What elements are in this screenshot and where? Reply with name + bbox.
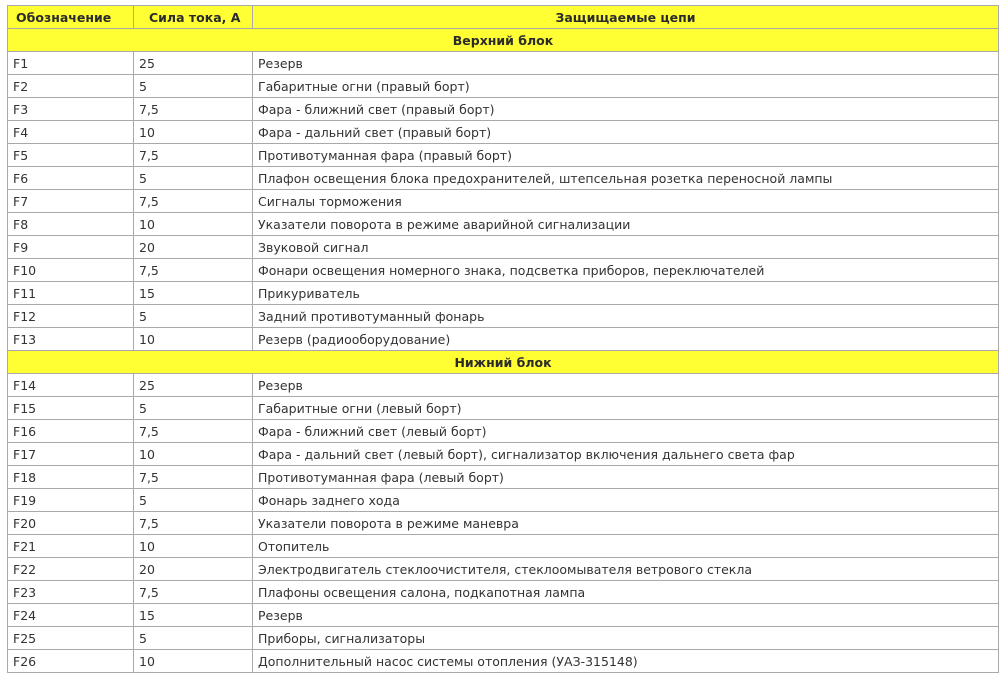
fuse-current-cell: 10 (134, 650, 253, 673)
fuse-code-cell: F3 (8, 98, 134, 121)
fuse-code-cell: F12 (8, 305, 134, 328)
table-row (8, 604, 999, 627)
fuse-code-cell: F24 (8, 604, 134, 627)
fuse-current-cell: 7,5 (134, 259, 253, 282)
fuse-current-cell: 7,5 (134, 420, 253, 443)
fuse-current-cell: 5 (134, 75, 253, 98)
fuse-code-cell: F23 (8, 581, 134, 604)
fuse-code-cell: F7 (8, 190, 134, 213)
fuse-code-cell: F5 (8, 144, 134, 167)
fuse-current-cell: 5 (134, 397, 253, 420)
fuse-current-cell: 7,5 (134, 512, 253, 535)
fuse-circuit-cell: Указатели поворота в режиме аварийной сигнализации (253, 213, 999, 236)
fuse-code-cell: F20 (8, 512, 134, 535)
table-row (8, 489, 999, 512)
fuse-current-cell: 7,5 (134, 466, 253, 489)
fuse-circuit-cell: Резерв (253, 374, 999, 397)
table-row (8, 75, 999, 98)
fuse-current-cell: 20 (134, 558, 253, 581)
table-row (8, 650, 999, 673)
fuse-circuit-cell: Фара - дальний свет (правый борт) (253, 121, 999, 144)
fuse-current-cell: 10 (134, 328, 253, 351)
fuse-current-cell: 7,5 (134, 581, 253, 604)
fuse-current-cell: 10 (134, 535, 253, 558)
fuse-circuit-cell: Противотуманная фара (правый борт) (253, 144, 999, 167)
fuse-current-cell: 25 (134, 52, 253, 75)
table-row (8, 98, 999, 121)
table-row (8, 374, 999, 397)
fuse-circuit-cell: Фара - ближний свет (левый борт) (253, 420, 999, 443)
table-row (8, 466, 999, 489)
fuse-circuit-cell: Резерв (253, 604, 999, 627)
table-body (8, 29, 999, 673)
table-row (8, 236, 999, 259)
fuse-code-cell: F22 (8, 558, 134, 581)
table-row (8, 581, 999, 604)
fuse-code-cell: F19 (8, 489, 134, 512)
fuse-current-cell: 5 (134, 305, 253, 328)
fuse-current-cell: 20 (134, 236, 253, 259)
fuse-circuit-cell: Электродвигатель стеклоочистителя, стеклоомывателя ветрового стекла (253, 558, 999, 581)
table-row (8, 144, 999, 167)
table-row (8, 282, 999, 305)
fuse-code-cell: F11 (8, 282, 134, 305)
fuse-code-cell: F9 (8, 236, 134, 259)
fuse-current-cell: 15 (134, 282, 253, 305)
table-row (8, 328, 999, 351)
table-row (8, 213, 999, 236)
fuse-current-cell: 25 (134, 374, 253, 397)
table-row (8, 259, 999, 282)
section-title: Верхний блок (8, 29, 999, 52)
fuse-circuit-cell: Плафоны освещения салона, подкапотная лампа (253, 581, 999, 604)
fuse-code-cell: F2 (8, 75, 134, 98)
table-row (8, 121, 999, 144)
fuse-current-cell: 5 (134, 489, 253, 512)
table-row (8, 627, 999, 650)
table-row (8, 167, 999, 190)
header-current: Сила тока, А (134, 6, 253, 29)
table-row (8, 535, 999, 558)
fuse-code-cell: F6 (8, 167, 134, 190)
fuse-circuit-cell: Фонари освещения номерного знака, подсветка приборов, переключателей (253, 259, 999, 282)
section-row (8, 29, 999, 52)
table-row (8, 397, 999, 420)
fuse-code-cell: F15 (8, 397, 134, 420)
table-row (8, 305, 999, 328)
fuse-current-cell: 10 (134, 121, 253, 144)
fuse-code-cell: F13 (8, 328, 134, 351)
fuse-code-cell: F16 (8, 420, 134, 443)
fuse-circuit-cell: Звуковой сигнал (253, 236, 999, 259)
fuse-code-cell: F1 (8, 52, 134, 75)
fuse-code-cell: F14 (8, 374, 134, 397)
fuse-circuit-cell: Отопитель (253, 535, 999, 558)
table-row (8, 190, 999, 213)
fuse-code-cell: F4 (8, 121, 134, 144)
fuse-circuit-cell: Фара - дальний свет (левый борт), сигнализатор включения дальнего света фар (253, 443, 999, 466)
table-row (8, 420, 999, 443)
section-row (8, 351, 999, 374)
fuse-current-cell: 5 (134, 627, 253, 650)
fuse-code-cell: F8 (8, 213, 134, 236)
fuse-code-cell: F10 (8, 259, 134, 282)
fuse-circuit-cell: Резерв (253, 52, 999, 75)
fuse-circuit-cell: Фара - ближний свет (правый борт) (253, 98, 999, 121)
fuse-circuit-cell: Прикуриватель (253, 282, 999, 305)
table-row (8, 443, 999, 466)
fuse-current-cell: 10 (134, 443, 253, 466)
table-header (8, 6, 999, 29)
fuse-circuit-cell: Дополнительный насос системы отопления (УАЗ-315148) (253, 650, 999, 673)
fuse-current-cell: 7,5 (134, 98, 253, 121)
fuse-code-cell: F17 (8, 443, 134, 466)
fuse-circuit-cell: Указатели поворота в режиме маневра (253, 512, 999, 535)
fuse-circuit-cell: Задний противотуманный фонарь (253, 305, 999, 328)
fuse-circuit-cell: Плафон освещения блока предохранителей, штепсельная розетка переносной лампы (253, 167, 999, 190)
fuse-circuit-cell: Фонарь заднего хода (253, 489, 999, 512)
table-row (8, 52, 999, 75)
fuse-current-cell: 10 (134, 213, 253, 236)
fuse-circuit-cell: Габаритные огни (левый борт) (253, 397, 999, 420)
section-title: Нижний блок (8, 351, 999, 374)
fuse-circuit-cell: Резерв (радиооборудование) (253, 328, 999, 351)
fuse-current-cell: 15 (134, 604, 253, 627)
fuse-circuit-cell: Сигналы торможения (253, 190, 999, 213)
header-code: Обозначение (8, 6, 134, 29)
fuse-circuit-cell: Габаритные огни (правый борт) (253, 75, 999, 98)
fuse-table (7, 5, 999, 673)
fuse-code-cell: F21 (8, 535, 134, 558)
fuse-code-cell: F25 (8, 627, 134, 650)
header-row (8, 6, 999, 29)
table-row (8, 512, 999, 535)
header-circuits: Защищаемые цепи (253, 6, 999, 29)
fuse-code-cell: F18 (8, 466, 134, 489)
fuse-current-cell: 5 (134, 167, 253, 190)
table-row (8, 558, 999, 581)
fuse-current-cell: 7,5 (134, 190, 253, 213)
fuse-code-cell: F26 (8, 650, 134, 673)
fuse-circuit-cell: Приборы, сигнализаторы (253, 627, 999, 650)
fuse-current-cell: 7,5 (134, 144, 253, 167)
fuse-circuit-cell: Противотуманная фара (левый борт) (253, 466, 999, 489)
